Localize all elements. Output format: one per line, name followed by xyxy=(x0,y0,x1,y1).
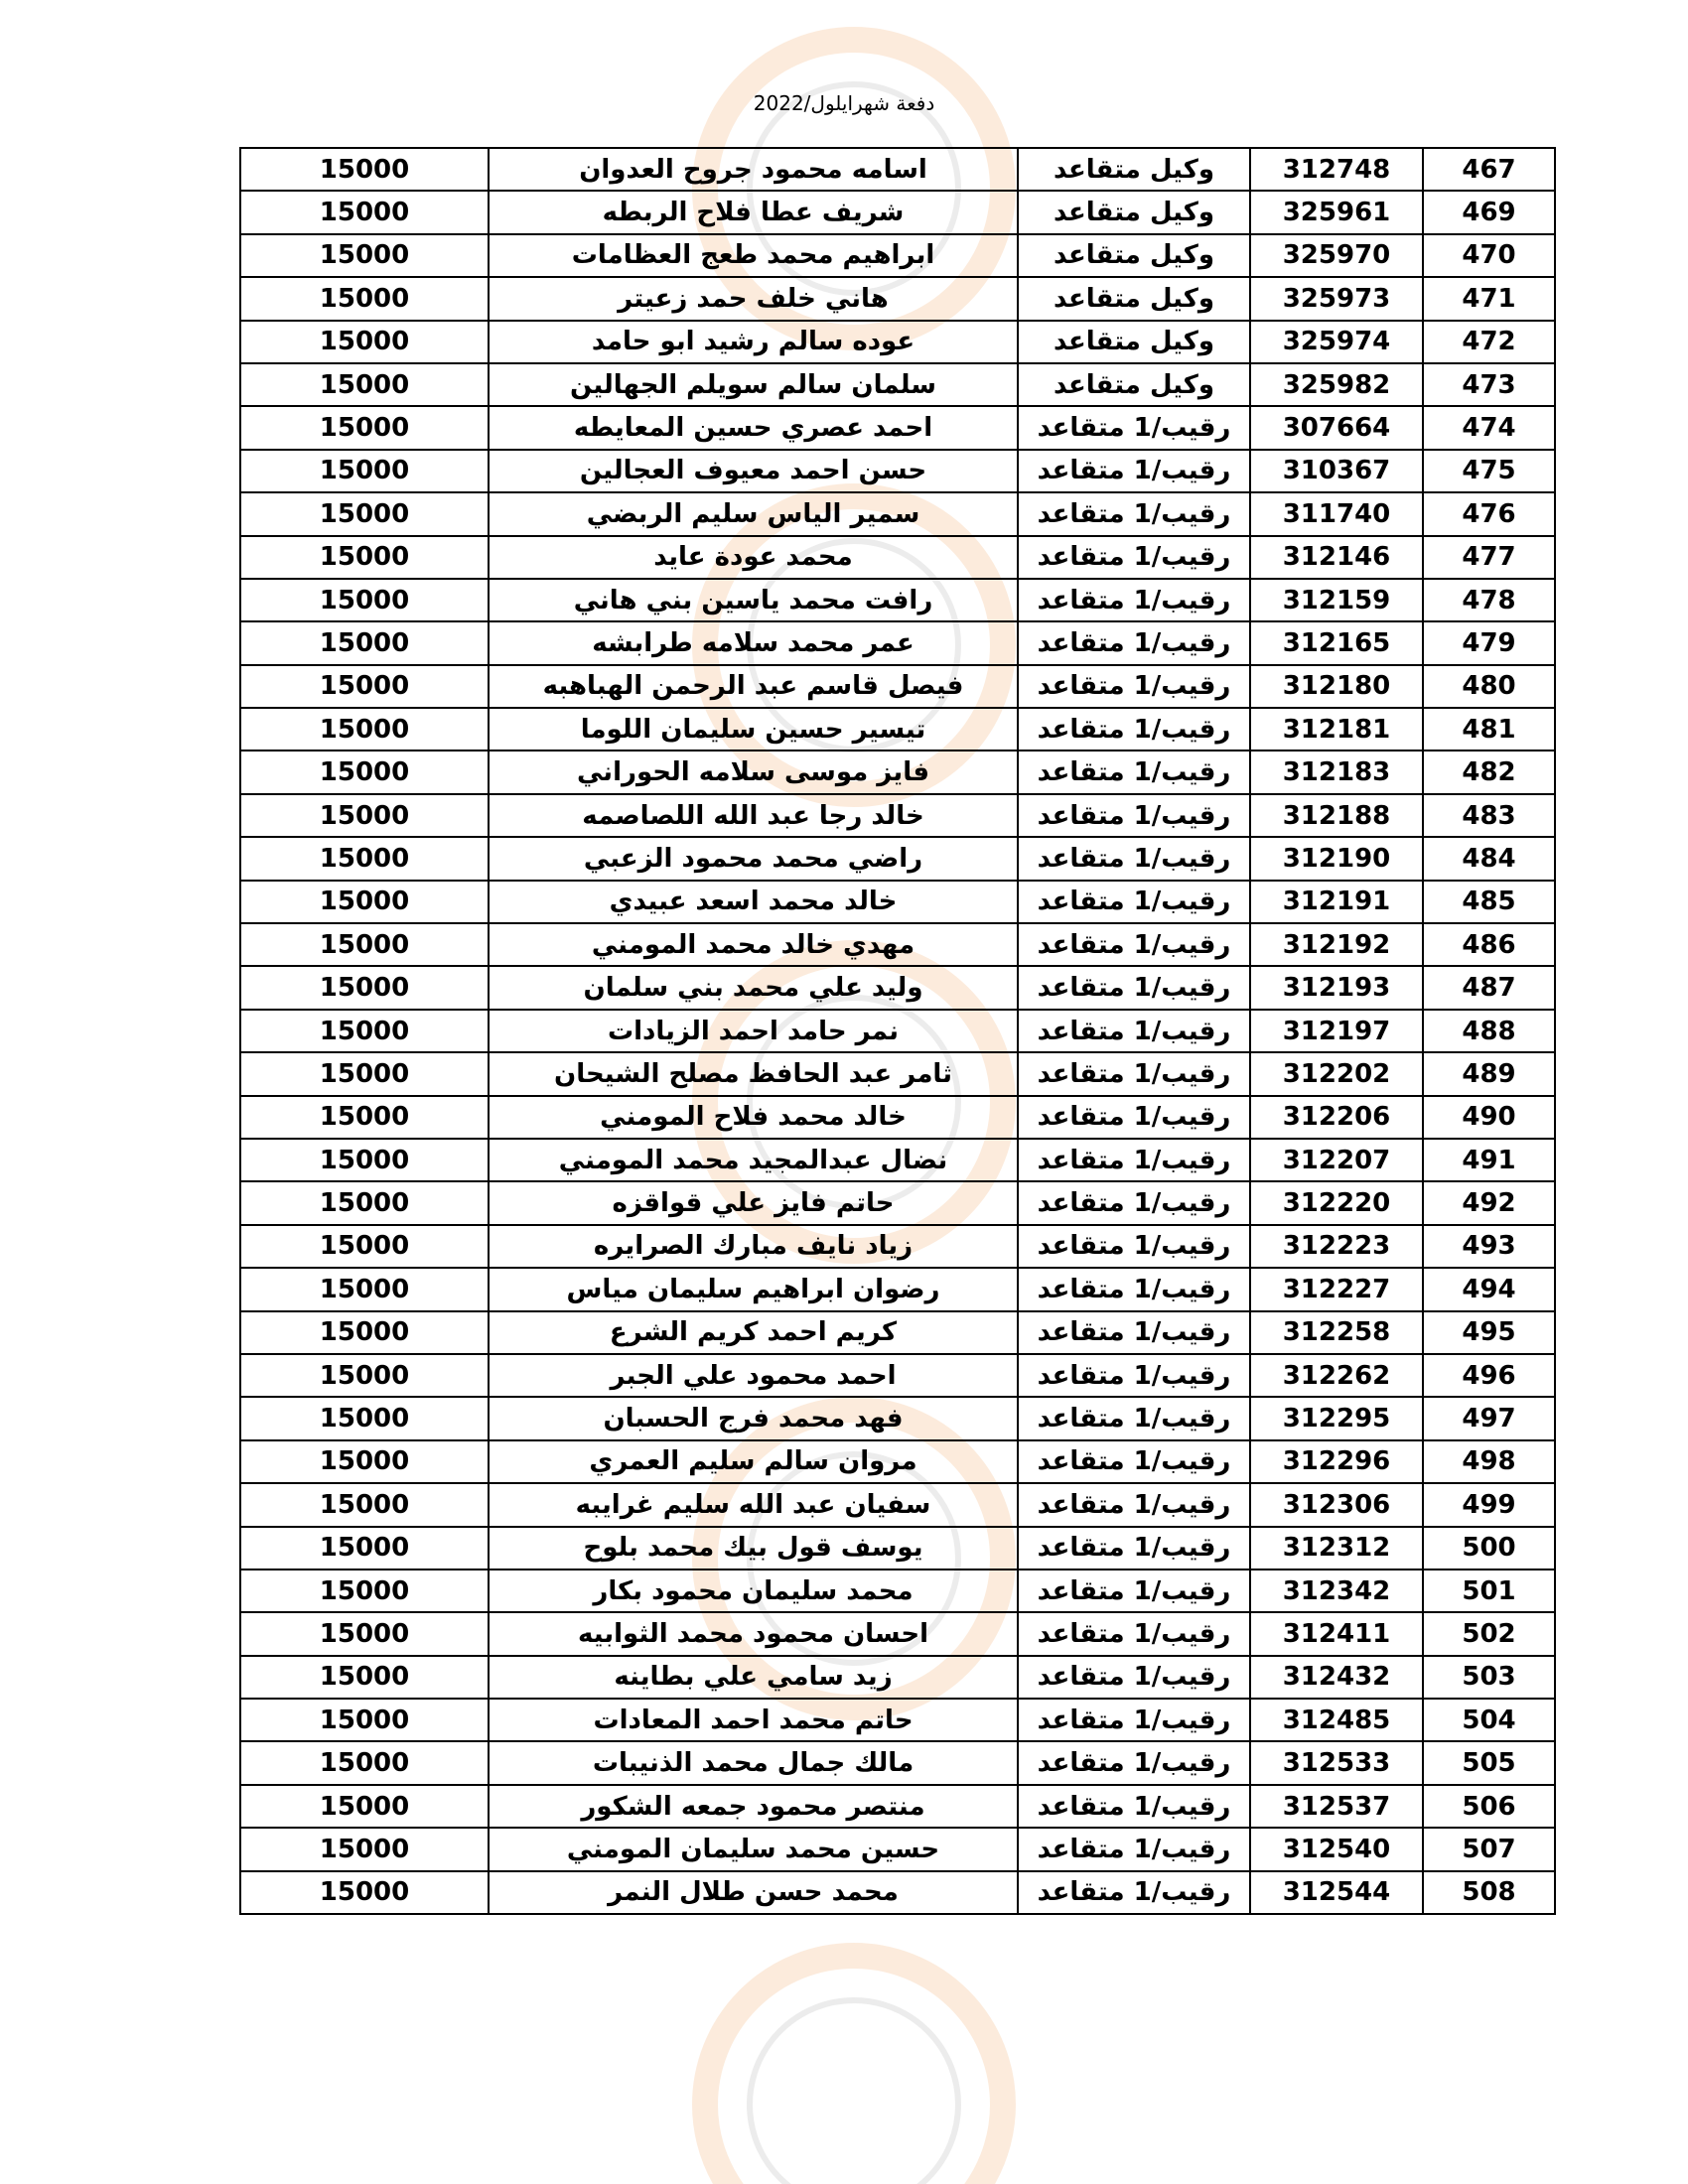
name-cell: هاني خلف حمد زعيتر xyxy=(489,277,1018,320)
military-id-cell: 312146 xyxy=(1250,536,1423,579)
military-id-cell: 325961 xyxy=(1250,191,1423,233)
military-id-cell: 312312 xyxy=(1250,1527,1423,1570)
rank-cell: رقيب/1 متقاعد xyxy=(1018,837,1250,880)
row-number-cell: 504 xyxy=(1423,1699,1555,1741)
rank-cell: رقيب/1 متقاعد xyxy=(1018,406,1250,449)
row-number-cell: 496 xyxy=(1423,1354,1555,1397)
name-cell: عوده سالم رشيد ابو حامد xyxy=(489,321,1018,363)
row-number-cell: 484 xyxy=(1423,837,1555,880)
rank-cell: رقيب/1 متقاعد xyxy=(1018,1785,1250,1828)
amount-cell: 15000 xyxy=(240,1096,489,1139)
row-number-cell: 467 xyxy=(1423,148,1555,191)
military-id-cell: 312296 xyxy=(1250,1440,1423,1483)
name-cell: احمد عصري حسين المعايطه xyxy=(489,406,1018,449)
table-row xyxy=(240,191,1555,233)
military-id-cell: 312537 xyxy=(1250,1785,1423,1828)
row-number-cell: 474 xyxy=(1423,406,1555,449)
rank-cell: رقيب/1 متقاعد xyxy=(1018,450,1250,492)
rank-cell: رقيب/1 متقاعد xyxy=(1018,1311,1250,1354)
table-row xyxy=(240,1612,1555,1655)
rank-cell: رقيب/1 متقاعد xyxy=(1018,1052,1250,1095)
row-number-cell: 478 xyxy=(1423,579,1555,621)
rank-cell: رقيب/1 متقاعد xyxy=(1018,966,1250,1009)
military-id-cell: 312180 xyxy=(1250,665,1423,708)
table-row xyxy=(240,1741,1555,1784)
table-row xyxy=(240,1052,1555,1095)
table-row xyxy=(240,1785,1555,1828)
table-row xyxy=(240,1397,1555,1439)
table-row xyxy=(240,450,1555,492)
rank-cell: رقيب/1 متقاعد xyxy=(1018,1096,1250,1139)
military-id-cell: 312306 xyxy=(1250,1483,1423,1526)
name-cell: مالك جمال محمد الذنيبات xyxy=(489,1741,1018,1784)
amount-cell: 15000 xyxy=(240,794,489,837)
amount-cell: 15000 xyxy=(240,621,489,664)
rank-cell: رقيب/1 متقاعد xyxy=(1018,1483,1250,1526)
military-id-cell: 310367 xyxy=(1250,450,1423,492)
name-cell: مروان سالم سليم العمري xyxy=(489,1440,1018,1483)
name-cell: خالد محمد اسعد عبيدي xyxy=(489,881,1018,923)
row-number-cell: 507 xyxy=(1423,1828,1555,1870)
military-id-cell: 312207 xyxy=(1250,1139,1423,1181)
table-row xyxy=(240,794,1555,837)
name-cell: ابراهيم محمد طعج العظامات xyxy=(489,234,1018,277)
rank-cell: رقيب/1 متقاعد xyxy=(1018,708,1250,751)
amount-cell: 15000 xyxy=(240,277,489,320)
rank-cell: رقيب/1 متقاعد xyxy=(1018,1828,1250,1870)
amount-cell: 15000 xyxy=(240,191,489,233)
rank-cell: رقيب/1 متقاعد xyxy=(1018,1871,1250,1914)
rank-cell: وكيل متقاعد xyxy=(1018,363,1250,406)
name-cell: حسن احمد معيوف العجالين xyxy=(489,450,1018,492)
amount-cell: 15000 xyxy=(240,536,489,579)
amount-cell: 15000 xyxy=(240,1871,489,1914)
table-row xyxy=(240,751,1555,793)
row-number-cell: 487 xyxy=(1423,966,1555,1009)
table-row xyxy=(240,321,1555,363)
table-row xyxy=(240,1527,1555,1570)
name-cell: فايز موسى سلامه الحوراني xyxy=(489,751,1018,793)
amount-cell: 15000 xyxy=(240,1527,489,1570)
name-cell: يوسف قول بيك محمد بلوح xyxy=(489,1527,1018,1570)
rank-cell: رقيب/1 متقاعد xyxy=(1018,1699,1250,1741)
amount-cell: 15000 xyxy=(240,1139,489,1181)
military-id-cell: 325974 xyxy=(1250,321,1423,363)
row-number-cell: 473 xyxy=(1423,363,1555,406)
amount-cell: 15000 xyxy=(240,1181,489,1224)
name-cell: مهدي خالد محمد المومني xyxy=(489,923,1018,966)
table-row xyxy=(240,536,1555,579)
rank-cell: رقيب/1 متقاعد xyxy=(1018,665,1250,708)
table-row xyxy=(240,621,1555,664)
amount-cell: 15000 xyxy=(240,1699,489,1741)
table-row xyxy=(240,1181,1555,1224)
amount-cell: 15000 xyxy=(240,1268,489,1310)
amount-cell: 15000 xyxy=(240,406,489,449)
table-row xyxy=(240,1354,1555,1397)
amount-cell: 15000 xyxy=(240,881,489,923)
table-row xyxy=(240,1871,1555,1914)
row-number-cell: 500 xyxy=(1423,1527,1555,1570)
name-cell: كريم احمد كريم الشرع xyxy=(489,1311,1018,1354)
military-id-cell: 312485 xyxy=(1250,1699,1423,1741)
row-number-cell: 488 xyxy=(1423,1010,1555,1052)
name-cell: خالد رجا عبد الله اللصاصمه xyxy=(489,794,1018,837)
name-cell: محمد سليمان محمود بكار xyxy=(489,1570,1018,1612)
military-id-cell: 312262 xyxy=(1250,1354,1423,1397)
military-id-cell: 312192 xyxy=(1250,923,1423,966)
table-row xyxy=(240,1656,1555,1699)
row-number-cell: 483 xyxy=(1423,794,1555,837)
rank-cell: رقيب/1 متقاعد xyxy=(1018,1181,1250,1224)
amount-cell: 15000 xyxy=(240,234,489,277)
name-cell: سمير الياس سليم الربضي xyxy=(489,492,1018,535)
amount-cell: 15000 xyxy=(240,579,489,621)
amount-cell: 15000 xyxy=(240,1785,489,1828)
row-number-cell: 495 xyxy=(1423,1311,1555,1354)
row-number-cell: 497 xyxy=(1423,1397,1555,1439)
rank-cell: رقيب/1 متقاعد xyxy=(1018,621,1250,664)
military-id-cell: 325973 xyxy=(1250,277,1423,320)
row-number-cell: 503 xyxy=(1423,1656,1555,1699)
military-id-cell: 312188 xyxy=(1250,794,1423,837)
table-row xyxy=(240,966,1555,1009)
row-number-cell: 475 xyxy=(1423,450,1555,492)
military-id-cell: 312165 xyxy=(1250,621,1423,664)
military-id-cell: 312540 xyxy=(1250,1828,1423,1870)
rank-cell: رقيب/1 متقاعد xyxy=(1018,1354,1250,1397)
table-row xyxy=(240,1311,1555,1354)
amount-cell: 15000 xyxy=(240,1354,489,1397)
row-number-cell: 491 xyxy=(1423,1139,1555,1181)
name-cell: اسامه محمود جروح العدوان xyxy=(489,148,1018,191)
rank-cell: وكيل متقاعد xyxy=(1018,191,1250,233)
row-number-cell: 505 xyxy=(1423,1741,1555,1784)
table-row xyxy=(240,1139,1555,1181)
table-row xyxy=(240,837,1555,880)
row-number-cell: 494 xyxy=(1423,1268,1555,1310)
rank-cell: رقيب/1 متقاعد xyxy=(1018,1397,1250,1439)
name-cell: سلمان سالم سويلم الجهالين xyxy=(489,363,1018,406)
military-id-cell: 312258 xyxy=(1250,1311,1423,1354)
row-number-cell: 482 xyxy=(1423,751,1555,793)
table-row xyxy=(240,234,1555,277)
amount-cell: 15000 xyxy=(240,450,489,492)
table-row xyxy=(240,1440,1555,1483)
amount-cell: 15000 xyxy=(240,1612,489,1655)
name-cell: نضال عبدالمجيد محمد المومني xyxy=(489,1139,1018,1181)
table-row xyxy=(240,1096,1555,1139)
military-id-cell: 312295 xyxy=(1250,1397,1423,1439)
page-header: دفعة شهرايلول/2022 xyxy=(753,91,935,115)
row-number-cell: 498 xyxy=(1423,1440,1555,1483)
rank-cell: رقيب/1 متقاعد xyxy=(1018,881,1250,923)
name-cell: محمد عودة عايد xyxy=(489,536,1018,579)
military-id-cell: 312342 xyxy=(1250,1570,1423,1612)
name-cell: نمر حامد احمد الزيادات xyxy=(489,1010,1018,1052)
name-cell: سفيان عبد الله سليم غرايبه xyxy=(489,1483,1018,1526)
rank-cell: رقيب/1 متقاعد xyxy=(1018,1527,1250,1570)
name-cell: زياد نايف مبارك الصرايره xyxy=(489,1225,1018,1268)
military-id-cell: 312197 xyxy=(1250,1010,1423,1052)
row-number-cell: 470 xyxy=(1423,234,1555,277)
military-id-cell: 312544 xyxy=(1250,1871,1423,1914)
amount-cell: 15000 xyxy=(240,665,489,708)
row-number-cell: 471 xyxy=(1423,277,1555,320)
name-cell: رافت محمد ياسين بني هاني xyxy=(489,579,1018,621)
row-number-cell: 486 xyxy=(1423,923,1555,966)
payment-table xyxy=(239,147,1556,1915)
military-id-cell: 312181 xyxy=(1250,708,1423,751)
table-row xyxy=(240,1828,1555,1870)
amount-cell: 15000 xyxy=(240,837,489,880)
table-row xyxy=(240,1483,1555,1526)
amount-cell: 15000 xyxy=(240,1570,489,1612)
name-cell: راضي محمد محمود الزعبي xyxy=(489,837,1018,880)
watermark-clock-ring xyxy=(705,1956,1003,2184)
row-number-cell: 469 xyxy=(1423,191,1555,233)
amount-cell: 15000 xyxy=(240,492,489,535)
rank-cell: رقيب/1 متقاعد xyxy=(1018,1225,1250,1268)
name-cell: فيصل قاسم عبد الرحمن الهباهبه xyxy=(489,665,1018,708)
rank-cell: وكيل متقاعد xyxy=(1018,234,1250,277)
amount-cell: 15000 xyxy=(240,966,489,1009)
row-number-cell: 485 xyxy=(1423,881,1555,923)
row-number-cell: 492 xyxy=(1423,1181,1555,1224)
rank-cell: رقيب/1 متقاعد xyxy=(1018,1612,1250,1655)
table-row xyxy=(240,1699,1555,1741)
military-id-cell: 311740 xyxy=(1250,492,1423,535)
table-row xyxy=(240,665,1555,708)
military-id-cell: 307664 xyxy=(1250,406,1423,449)
rank-cell: وكيل متقاعد xyxy=(1018,148,1250,191)
name-cell: احمد محمود علي الجبر xyxy=(489,1354,1018,1397)
name-cell: فهد محمد فرج الحسبان xyxy=(489,1397,1018,1439)
amount-cell: 15000 xyxy=(240,1225,489,1268)
rank-cell: رقيب/1 متقاعد xyxy=(1018,1570,1250,1612)
row-number-cell: 476 xyxy=(1423,492,1555,535)
row-number-cell: 481 xyxy=(1423,708,1555,751)
amount-cell: 15000 xyxy=(240,923,489,966)
rank-cell: رقيب/1 متقاعد xyxy=(1018,1440,1250,1483)
rank-cell: رقيب/1 متقاعد xyxy=(1018,1139,1250,1181)
table-row xyxy=(240,579,1555,621)
amount-cell: 15000 xyxy=(240,708,489,751)
name-cell: خالد محمد فلاح المومني xyxy=(489,1096,1018,1139)
amount-cell: 15000 xyxy=(240,1052,489,1095)
table-row xyxy=(240,708,1555,751)
military-id-cell: 325970 xyxy=(1250,234,1423,277)
rank-cell: رقيب/1 متقاعد xyxy=(1018,923,1250,966)
military-id-cell: 325982 xyxy=(1250,363,1423,406)
table-row xyxy=(240,406,1555,449)
name-cell: محمد حسن طلال النمر xyxy=(489,1871,1018,1914)
row-number-cell: 489 xyxy=(1423,1052,1555,1095)
row-number-cell: 506 xyxy=(1423,1785,1555,1828)
amount-cell: 15000 xyxy=(240,1741,489,1784)
row-number-cell: 508 xyxy=(1423,1871,1555,1914)
amount-cell: 15000 xyxy=(240,321,489,363)
watermark-clock-face xyxy=(750,2000,958,2184)
rank-cell: رقيب/1 متقاعد xyxy=(1018,751,1250,793)
table-row xyxy=(240,363,1555,406)
amount-cell: 15000 xyxy=(240,1397,489,1439)
amount-cell: 15000 xyxy=(240,1828,489,1870)
rank-cell: رقيب/1 متقاعد xyxy=(1018,1268,1250,1310)
name-cell: ثامر عبد الحافظ مصلح الشيحان xyxy=(489,1052,1018,1095)
table-row xyxy=(240,1225,1555,1268)
rank-cell: رقيب/1 متقاعد xyxy=(1018,536,1250,579)
military-id-cell: 312432 xyxy=(1250,1656,1423,1699)
name-cell: منتصر محمود جمعه الشكور xyxy=(489,1785,1018,1828)
military-id-cell: 312159 xyxy=(1250,579,1423,621)
rank-cell: رقيب/1 متقاعد xyxy=(1018,794,1250,837)
row-number-cell: 472 xyxy=(1423,321,1555,363)
table-row xyxy=(240,923,1555,966)
military-id-cell: 312206 xyxy=(1250,1096,1423,1139)
row-number-cell: 493 xyxy=(1423,1225,1555,1268)
row-number-cell: 502 xyxy=(1423,1612,1555,1655)
table-row xyxy=(240,1570,1555,1612)
name-cell: عمر محمد سلامه طرابشه xyxy=(489,621,1018,664)
military-id-cell: 312533 xyxy=(1250,1741,1423,1784)
rank-cell: وكيل متقاعد xyxy=(1018,321,1250,363)
military-id-cell: 312748 xyxy=(1250,148,1423,191)
rank-cell: رقيب/1 متقاعد xyxy=(1018,1656,1250,1699)
table-row xyxy=(240,148,1555,191)
name-cell: حاتم محمد احمد المعادات xyxy=(489,1699,1018,1741)
rank-cell: رقيب/1 متقاعد xyxy=(1018,492,1250,535)
name-cell: رضوان ابراهيم سليمان مياس xyxy=(489,1268,1018,1310)
military-id-cell: 312190 xyxy=(1250,837,1423,880)
name-cell: حاتم فايز علي قواقزه xyxy=(489,1181,1018,1224)
amount-cell: 15000 xyxy=(240,1656,489,1699)
amount-cell: 15000 xyxy=(240,1440,489,1483)
name-cell: احسان محمود محمد الثوابيه xyxy=(489,1612,1018,1655)
rank-cell: رقيب/1 متقاعد xyxy=(1018,1010,1250,1052)
row-number-cell: 477 xyxy=(1423,536,1555,579)
military-id-cell: 312411 xyxy=(1250,1612,1423,1655)
amount-cell: 15000 xyxy=(240,1010,489,1052)
table-row xyxy=(240,492,1555,535)
amount-cell: 15000 xyxy=(240,1311,489,1354)
military-id-cell: 312227 xyxy=(1250,1268,1423,1310)
military-id-cell: 312202 xyxy=(1250,1052,1423,1095)
name-cell: تيسير حسين سليمان اللوما xyxy=(489,708,1018,751)
row-number-cell: 499 xyxy=(1423,1483,1555,1526)
name-cell: حسين محمد سليمان المومني xyxy=(489,1828,1018,1870)
name-cell: زيد سامي علي بطاينه xyxy=(489,1656,1018,1699)
military-id-cell: 312191 xyxy=(1250,881,1423,923)
row-number-cell: 480 xyxy=(1423,665,1555,708)
rank-cell: وكيل متقاعد xyxy=(1018,277,1250,320)
amount-cell: 15000 xyxy=(240,751,489,793)
military-id-cell: 312223 xyxy=(1250,1225,1423,1268)
name-cell: وليد علي محمد بني سلمان xyxy=(489,966,1018,1009)
row-number-cell: 501 xyxy=(1423,1570,1555,1612)
rank-cell: رقيب/1 متقاعد xyxy=(1018,1741,1250,1784)
table-row xyxy=(240,1268,1555,1310)
row-number-cell: 479 xyxy=(1423,621,1555,664)
row-number-cell: 490 xyxy=(1423,1096,1555,1139)
amount-cell: 15000 xyxy=(240,363,489,406)
rank-cell: رقيب/1 متقاعد xyxy=(1018,579,1250,621)
table-row xyxy=(240,881,1555,923)
table-row xyxy=(240,277,1555,320)
military-id-cell: 312220 xyxy=(1250,1181,1423,1224)
name-cell: شريف عطا فلاح الربطه xyxy=(489,191,1018,233)
military-id-cell: 312193 xyxy=(1250,966,1423,1009)
amount-cell: 15000 xyxy=(240,1483,489,1526)
table-row xyxy=(240,1010,1555,1052)
military-id-cell: 312183 xyxy=(1250,751,1423,793)
amount-cell: 15000 xyxy=(240,148,489,191)
